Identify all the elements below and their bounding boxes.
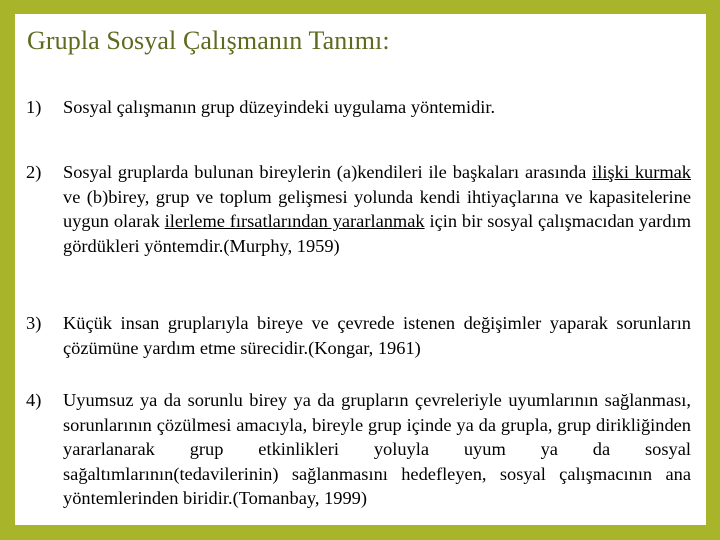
list-item-3 bbox=[26, 311, 691, 360]
list-item-number: 4) bbox=[26, 390, 42, 410]
list-item-4 bbox=[26, 388, 691, 511]
list-item-1 bbox=[26, 95, 691, 120]
list-item-2 bbox=[26, 160, 691, 258]
content-panel bbox=[15, 14, 706, 525]
text-segment: Sosyal gruplarda bulunan bireylerin (a)kendileri ile başkaları arasında bbox=[63, 162, 593, 182]
underlined-phrase: ilişki kurmak bbox=[592, 162, 691, 182]
underlined-phrase: ilerleme fırsatlarından yararlanmak bbox=[164, 211, 425, 231]
list-item-text: Sosyal çalışmanın grup düzeyindeki uygulama yöntemidir. bbox=[63, 97, 496, 117]
list-item-text bbox=[63, 160, 691, 258]
list-item-text: Küçük insan gruplarıyla bireye ve çevrede istenen değişimler yaparak sorunların çözümüne yardım etme sürecidir.(Kongar, 1961) bbox=[63, 313, 691, 358]
text-segment: ve (b)birey, grup ve toplum gelişmesi yolunda kendi ihtiyaçlarına ve kapasitelerine uygun olarak bbox=[63, 186, 691, 231]
list-item-number: 1) bbox=[26, 97, 42, 117]
list-item-number: 3) bbox=[26, 313, 42, 333]
slide-title: Grupla Sosyal Çalışmanın Tanımı: bbox=[27, 26, 390, 55]
list-item-number: 2) bbox=[26, 162, 42, 182]
list-item-text: Uyumsuz ya da sorunlu birey ya da grupların çevreleriyle uyumlarının sağlanması, sorunlarının çözülmesi amacıyla, bireyle grup içinde ya da grupla, grup dirikliğinden yararlanarak grup etkinlikleri yoluyla uyum ya da sosyal sağaltımlarının(tedavilerinin) sağlanmasını hedefleyen, sosyal çalışmacının ana yöntemlerinden biridir.(Tomanbay, 1999) bbox=[63, 390, 691, 508]
text-segment: için bir sosyal çalışmacıdan yardım gördükleri yöntemdir.(Murphy, 1959) bbox=[63, 211, 691, 256]
